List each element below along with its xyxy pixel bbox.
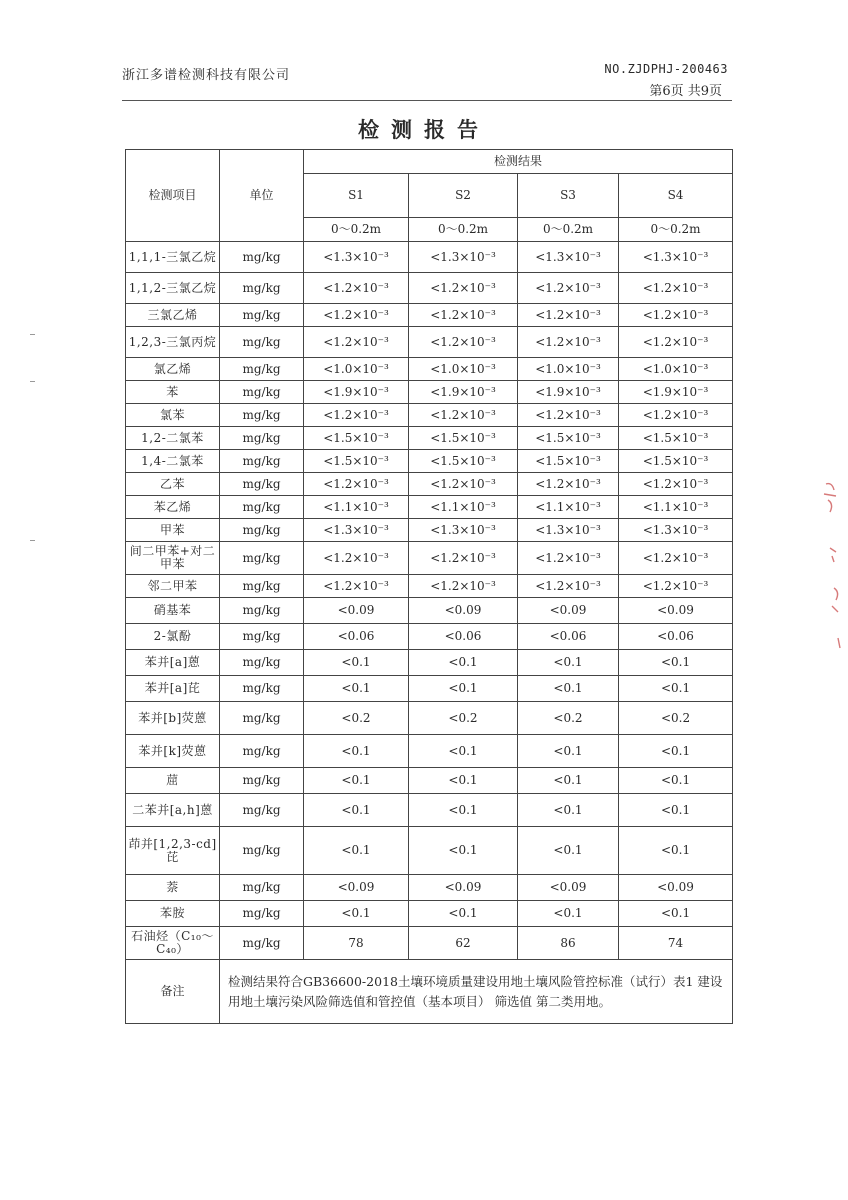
result-value: <1.2×10⁻³ [619, 304, 733, 327]
result-value: <0.06 [409, 624, 518, 650]
result-value: <1.3×10⁻³ [518, 242, 619, 273]
result-value: <0.1 [304, 735, 409, 768]
header-rule [122, 100, 732, 101]
test-item: 1,1,1-三氯乙烷 [126, 242, 220, 273]
unit-cell: mg/kg [220, 404, 304, 427]
sample-depth: 0～0.2m [619, 218, 733, 242]
table-row [126, 875, 733, 901]
table-row [126, 702, 733, 735]
result-value: <1.2×10⁻³ [518, 327, 619, 358]
report-title: 检测报告 [358, 117, 490, 142]
table-row [126, 381, 733, 404]
unit-cell: mg/kg [220, 875, 304, 901]
result-value: <0.06 [619, 624, 733, 650]
result-value: <1.2×10⁻³ [409, 273, 518, 304]
result-value: <0.09 [518, 598, 619, 624]
unit-cell: mg/kg [220, 598, 304, 624]
result-value: <0.09 [619, 875, 733, 901]
result-value: <0.1 [409, 676, 518, 702]
result-value: <1.3×10⁻³ [409, 519, 518, 542]
result-value: <0.1 [518, 650, 619, 676]
test-item: 1,2,3-三氯丙烷 [126, 327, 220, 358]
sample-depth: 0～0.2m [409, 218, 518, 242]
result-value: <1.2×10⁻³ [518, 542, 619, 575]
test-item: 茚并[1,2,3-cd]芘 [126, 827, 220, 875]
result-value: <0.09 [304, 598, 409, 624]
result-value: <1.2×10⁻³ [409, 327, 518, 358]
table-row [126, 927, 733, 960]
result-value: <1.2×10⁻³ [619, 404, 733, 427]
result-value: <0.1 [304, 768, 409, 794]
result-value: <1.2×10⁻³ [304, 404, 409, 427]
test-item: 苯乙烯 [126, 496, 220, 519]
table-row [126, 327, 733, 358]
result-value: <1.2×10⁻³ [518, 473, 619, 496]
result-value: <0.1 [409, 827, 518, 875]
result-value: <0.1 [619, 676, 733, 702]
test-item: 甲苯 [126, 519, 220, 542]
test-item: 邻二甲苯 [126, 575, 220, 598]
result-value: <0.2 [619, 702, 733, 735]
unit-cell: mg/kg [220, 650, 304, 676]
result-value: <0.09 [518, 875, 619, 901]
result-value: <0.1 [619, 650, 733, 676]
table-row [126, 575, 733, 598]
header-row [126, 150, 733, 174]
result-value: <1.2×10⁻³ [409, 542, 518, 575]
result-value: <0.06 [518, 624, 619, 650]
table-row [126, 735, 733, 768]
result-value: <0.1 [409, 735, 518, 768]
result-value: <1.9×10⁻³ [409, 381, 518, 404]
table-row [126, 404, 733, 427]
test-item: 苯并[a]蒽 [126, 650, 220, 676]
company-name: 浙江多谱检测科技有限公司 [122, 68, 291, 83]
result-value: <0.2 [518, 702, 619, 735]
unit-cell: mg/kg [220, 827, 304, 875]
table-row [126, 827, 733, 875]
result-value: <0.2 [304, 702, 409, 735]
unit-cell: mg/kg [220, 327, 304, 358]
unit-cell: mg/kg [220, 676, 304, 702]
result-value: <1.1×10⁻³ [518, 496, 619, 519]
unit-cell: mg/kg [220, 358, 304, 381]
result-value: <1.2×10⁻³ [409, 473, 518, 496]
table-row [126, 676, 733, 702]
result-value: <0.1 [619, 735, 733, 768]
sample-id: S1 [304, 174, 409, 218]
result-value: <1.2×10⁻³ [409, 575, 518, 598]
col-item-header: 检测项目 [126, 150, 220, 242]
table-row [126, 794, 733, 827]
result-value: <1.5×10⁻³ [409, 427, 518, 450]
notes-row [126, 960, 733, 1024]
result-value: <0.1 [304, 827, 409, 875]
table-row [126, 450, 733, 473]
result-value: <0.1 [409, 794, 518, 827]
scan-mark [30, 334, 35, 335]
table-row [126, 273, 733, 304]
result-value: <0.1 [518, 827, 619, 875]
result-value: <1.2×10⁻³ [304, 304, 409, 327]
unit-cell: mg/kg [220, 242, 304, 273]
result-value: <0.06 [304, 624, 409, 650]
result-value: <0.2 [409, 702, 518, 735]
table-row [126, 242, 733, 273]
sample-id: S4 [619, 174, 733, 218]
table-row [126, 542, 733, 575]
result-value: <1.3×10⁻³ [304, 242, 409, 273]
result-value: <1.5×10⁻³ [409, 450, 518, 473]
test-item: 二苯并[a,h]蒽 [126, 794, 220, 827]
result-value: <1.1×10⁻³ [619, 496, 733, 519]
report-number: NO.ZJDPHJ-200463 [604, 62, 728, 76]
result-value: <1.5×10⁻³ [619, 450, 733, 473]
test-item: 间二甲苯+对二甲苯 [126, 542, 220, 575]
result-value: <1.5×10⁻³ [518, 450, 619, 473]
result-value: <1.2×10⁻³ [409, 304, 518, 327]
test-item: 1,2-二氯苯 [126, 427, 220, 450]
result-value: 74 [619, 927, 733, 960]
scan-mark [30, 540, 35, 541]
unit-cell: mg/kg [220, 496, 304, 519]
result-value: <1.3×10⁻³ [409, 242, 518, 273]
result-value: <1.2×10⁻³ [304, 327, 409, 358]
test-item: 苯并[b]荧蒽 [126, 702, 220, 735]
result-value: <0.1 [518, 901, 619, 927]
result-value: <1.2×10⁻³ [518, 304, 619, 327]
table-row [126, 519, 733, 542]
result-value: <1.0×10⁻³ [518, 358, 619, 381]
result-value: <0.1 [304, 650, 409, 676]
table-row [126, 358, 733, 381]
result-value: <0.09 [409, 598, 518, 624]
result-value: <0.1 [409, 650, 518, 676]
unit-cell: mg/kg [220, 450, 304, 473]
table-row [126, 901, 733, 927]
unit-cell: mg/kg [220, 427, 304, 450]
result-value: <1.5×10⁻³ [304, 427, 409, 450]
sample-depth: 0～0.2m [518, 218, 619, 242]
page-info: 第6页 共9页 [649, 84, 722, 99]
test-item: 苯胺 [126, 901, 220, 927]
result-value: <1.2×10⁻³ [619, 327, 733, 358]
result-value: <0.1 [304, 794, 409, 827]
result-value: <1.2×10⁻³ [619, 273, 733, 304]
unit-cell: mg/kg [220, 519, 304, 542]
result-value: <1.2×10⁻³ [409, 404, 518, 427]
result-value: <1.2×10⁻³ [304, 575, 409, 598]
test-item: 氯乙烯 [126, 358, 220, 381]
result-value: <1.5×10⁻³ [304, 450, 409, 473]
result-value: <0.1 [304, 676, 409, 702]
result-value: <0.1 [409, 901, 518, 927]
result-value: <1.0×10⁻³ [409, 358, 518, 381]
result-value: <1.2×10⁻³ [619, 542, 733, 575]
result-value: <1.1×10⁻³ [304, 496, 409, 519]
unit-cell: mg/kg [220, 768, 304, 794]
result-value: <1.2×10⁻³ [304, 473, 409, 496]
test-item: 1,1,2-三氯乙烷 [126, 273, 220, 304]
result-value: <0.1 [304, 901, 409, 927]
sample-id: S3 [518, 174, 619, 218]
result-value: <0.1 [619, 768, 733, 794]
unit-cell: mg/kg [220, 304, 304, 327]
result-value: <0.1 [518, 794, 619, 827]
table-row [126, 650, 733, 676]
result-value: <1.3×10⁻³ [619, 242, 733, 273]
test-item: 苯 [126, 381, 220, 404]
test-item: 三氯乙烯 [126, 304, 220, 327]
test-item: 萘 [126, 875, 220, 901]
unit-cell: mg/kg [220, 381, 304, 404]
result-value: <1.2×10⁻³ [304, 273, 409, 304]
result-value: <0.1 [409, 768, 518, 794]
result-value: <1.5×10⁻³ [619, 427, 733, 450]
result-value: 78 [304, 927, 409, 960]
unit-cell: mg/kg [220, 575, 304, 598]
unit-cell: mg/kg [220, 702, 304, 735]
unit-cell: mg/kg [220, 927, 304, 960]
table-row [126, 624, 733, 650]
test-item: 硝基苯 [126, 598, 220, 624]
table-row [126, 496, 733, 519]
result-value: <1.2×10⁻³ [518, 273, 619, 304]
seal-stamp-fragment [818, 478, 846, 658]
col-unit-header: 单位 [220, 150, 304, 242]
result-value: <0.09 [409, 875, 518, 901]
test-item: 氯苯 [126, 404, 220, 427]
result-value: <1.3×10⁻³ [518, 519, 619, 542]
result-value: <1.2×10⁻³ [304, 542, 409, 575]
result-value: <0.1 [619, 827, 733, 875]
result-value: 62 [409, 927, 518, 960]
test-item: 苯并[a]芘 [126, 676, 220, 702]
result-value: <1.2×10⁻³ [619, 473, 733, 496]
table-row [126, 427, 733, 450]
result-value: <0.1 [518, 768, 619, 794]
unit-cell: mg/kg [220, 542, 304, 575]
result-value: <1.0×10⁻³ [619, 358, 733, 381]
notes-text: 检测结果符合GB36600-2018土壤环境质量建设用地土壤风险管控标准（试行）表1 建设用地土壤污染风险筛选值和管控值（基本项目） 筛选值 第二类用地。 [220, 960, 733, 1024]
table-row [126, 304, 733, 327]
table-row [126, 598, 733, 624]
scan-mark [30, 381, 35, 382]
table-row [126, 473, 733, 496]
unit-cell: mg/kg [220, 273, 304, 304]
results-table [125, 149, 733, 1024]
result-value: <1.0×10⁻³ [304, 358, 409, 381]
result-value: <0.09 [304, 875, 409, 901]
test-item: 1,4-二氯苯 [126, 450, 220, 473]
unit-cell: mg/kg [220, 901, 304, 927]
notes-label: 备注 [126, 960, 220, 1024]
result-value: <1.9×10⁻³ [518, 381, 619, 404]
result-value: <1.3×10⁻³ [619, 519, 733, 542]
result-value: <1.2×10⁻³ [518, 404, 619, 427]
unit-cell: mg/kg [220, 735, 304, 768]
unit-cell: mg/kg [220, 794, 304, 827]
page-header [122, 62, 732, 102]
result-value: <0.1 [619, 794, 733, 827]
result-value: <1.9×10⁻³ [304, 381, 409, 404]
result-value: <1.5×10⁻³ [518, 427, 619, 450]
test-item: 䓛 [126, 768, 220, 794]
table-row [126, 768, 733, 794]
result-value: <0.09 [619, 598, 733, 624]
col-results-header: 检测结果 [304, 150, 733, 174]
test-item: 乙苯 [126, 473, 220, 496]
test-item: 石油烃（C₁₀～C₄₀） [126, 927, 220, 960]
test-item: 苯并[k]荧蒽 [126, 735, 220, 768]
test-item: 2-氯酚 [126, 624, 220, 650]
result-value: 86 [518, 927, 619, 960]
unit-cell: mg/kg [220, 624, 304, 650]
result-value: <0.1 [518, 735, 619, 768]
sample-depth: 0～0.2m [304, 218, 409, 242]
result-value: <1.9×10⁻³ [619, 381, 733, 404]
result-value: <1.1×10⁻³ [409, 496, 518, 519]
result-value: <1.2×10⁻³ [619, 575, 733, 598]
unit-cell: mg/kg [220, 473, 304, 496]
result-value: <0.1 [518, 676, 619, 702]
result-value: <1.3×10⁻³ [304, 519, 409, 542]
sample-id: S2 [409, 174, 518, 218]
result-value: <1.2×10⁻³ [518, 575, 619, 598]
result-value: <0.1 [619, 901, 733, 927]
